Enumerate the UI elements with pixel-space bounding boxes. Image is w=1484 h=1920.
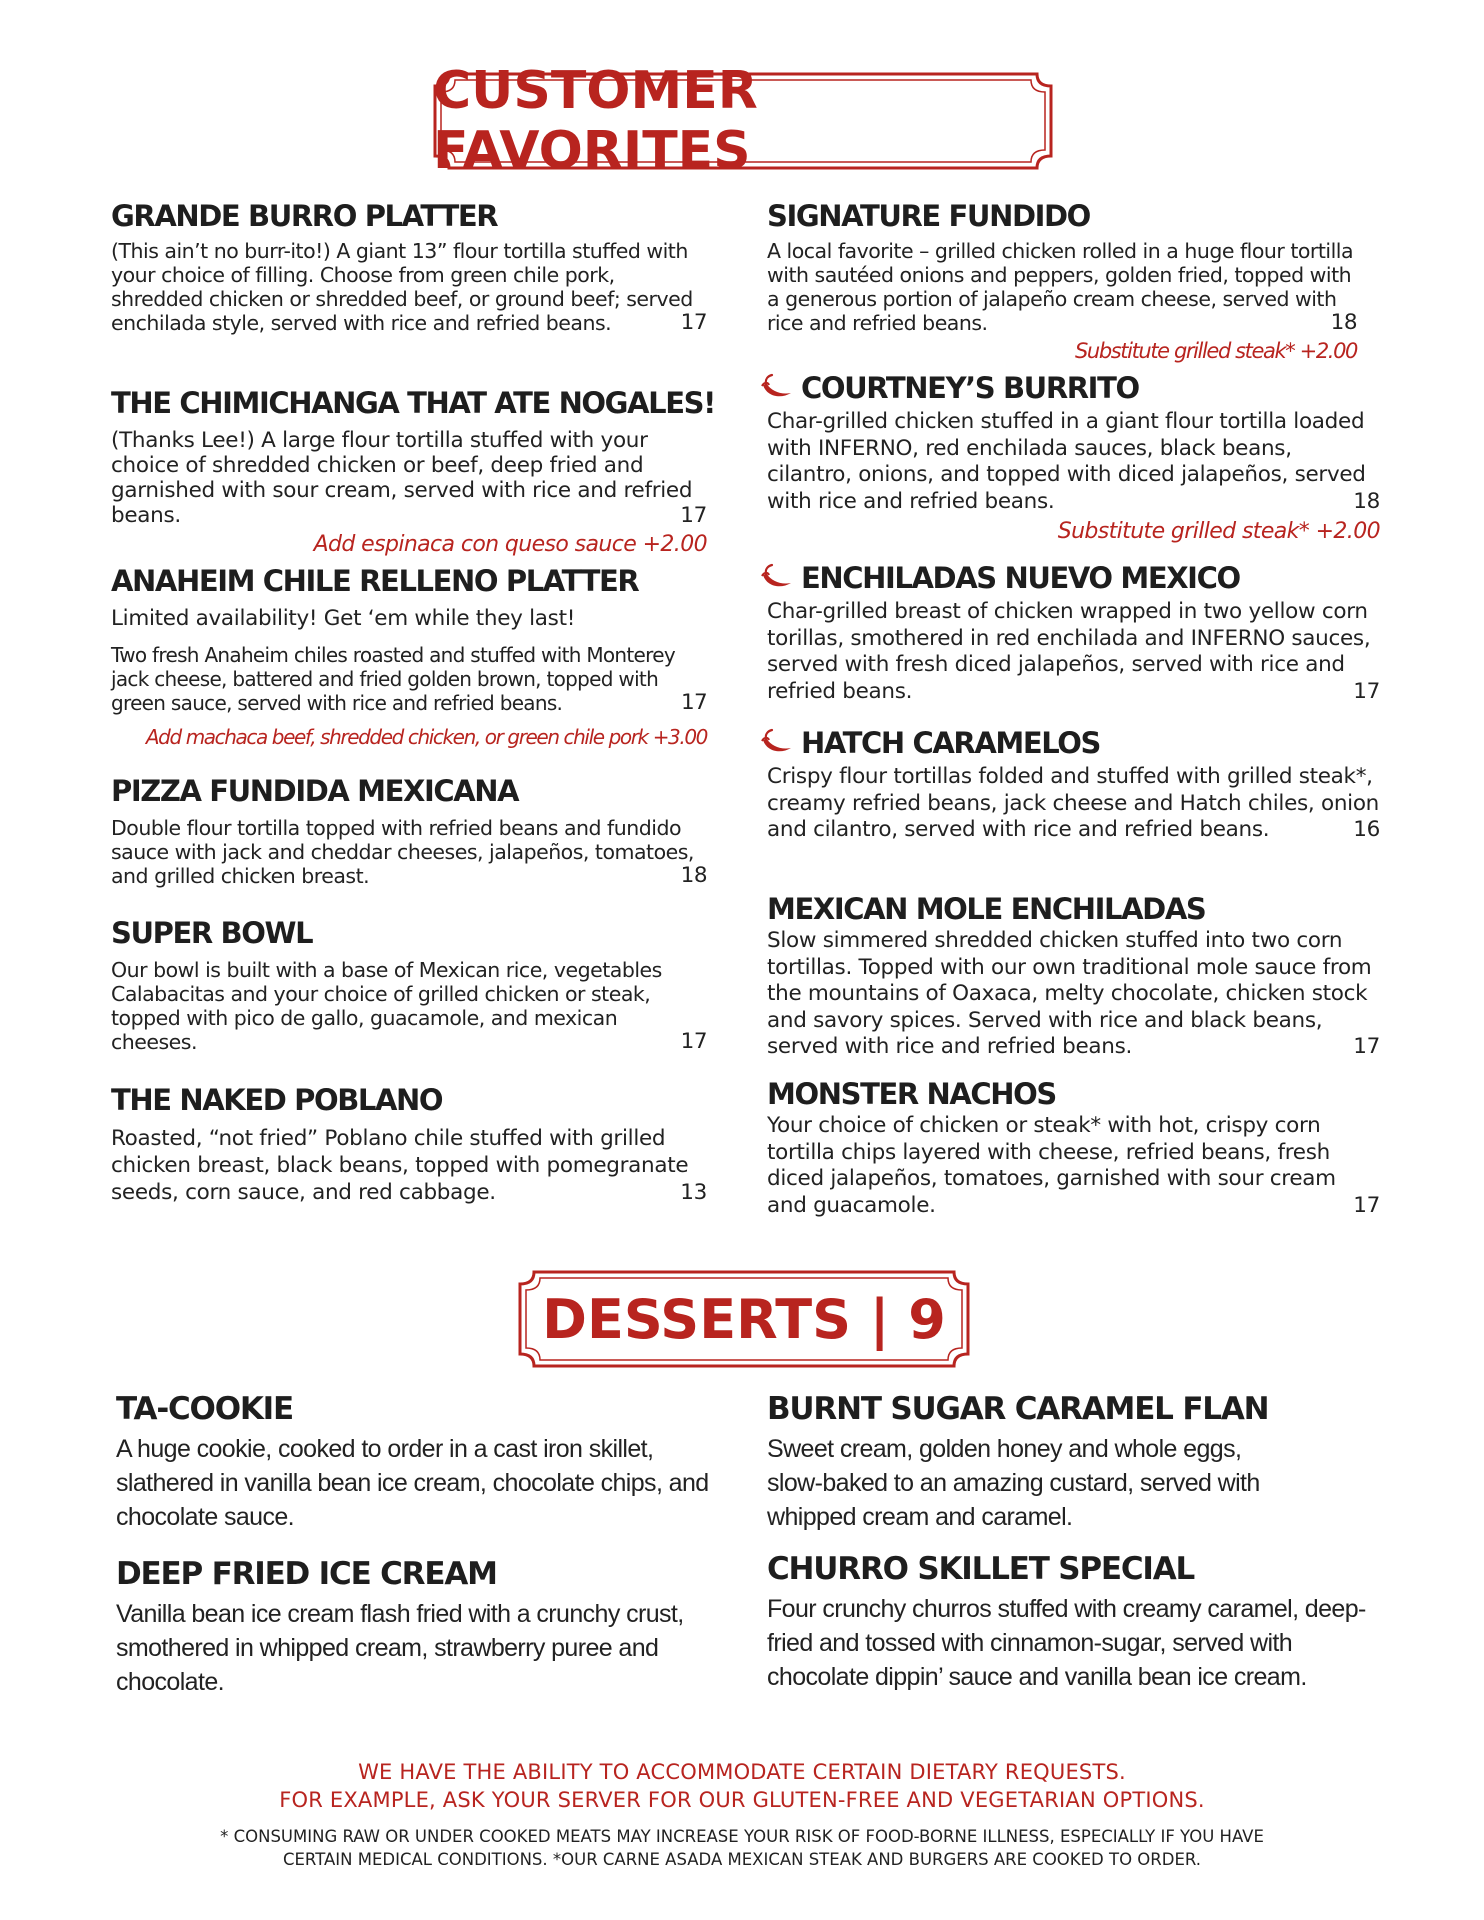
item-name: GRANDE BURRO PLATTER — [111, 199, 498, 233]
item-description: A huge cookie, cooked to order in a cast iron skillet, slathered in vanilla bean ice cream, chocolate chips, and chocolate sauce. — [116, 1435, 709, 1531]
chili-pepper-icon — [757, 728, 795, 758]
item-description: Char-grilled chicken stuffed in a giant flour tortilla loaded with INFERNO, red enchilada sauces, black beans, cilantro, onions, and topped with diced jalapeños, served with rice and refried beans. 18 — [767, 409, 1380, 514]
item-name: BURNT SUGAR CARAMEL FLAN — [767, 1391, 1269, 1427]
menu-item — [767, 371, 1380, 544]
menu-item — [111, 386, 715, 557]
item-price: 16 — [1347, 817, 1380, 844]
item-name: ENCHILADAS NUEVO MEXICO — [767, 561, 1380, 595]
dessert-item — [767, 1552, 1387, 1694]
item-addon: Substitute grilled steak* +2.00 — [1057, 519, 1380, 544]
item-price: 17 — [675, 1030, 707, 1054]
chili-pepper-icon — [757, 563, 795, 593]
menu-item — [767, 561, 1380, 705]
menu-item — [111, 774, 707, 888]
item-price: 13 — [674, 1179, 707, 1206]
item-name: SUPER BOWL — [111, 916, 313, 950]
item-price: 18 — [675, 864, 707, 888]
item-description: Our bowl is built with a base of Mexican rice, vegetables Calabacitas and your choice of grilled chicken or steak, topped with pico de gallo, guacamole, and mexican cheeses. 17 — [111, 958, 707, 1054]
dessert-item — [767, 1392, 1387, 1534]
item-price: 17 — [675, 691, 707, 715]
desserts-right-column — [767, 1392, 1387, 1712]
item-description: (This ain’t no burr-ito!) A giant 13” flour tortilla stuffed with your choice of filling. Choose from green chile pork, shredded chicken or shredded beef, or ground beef; served enchilada style, served with rice and refried beans. 17 — [111, 239, 707, 335]
item-description: Two fresh Anaheim chiles roasted and stuffed with Monterey jack cheese, battered and fried golden brown, topped with green sauce, served with rice and refried beans. 17 — [111, 643, 707, 715]
favorites-left-column — [111, 199, 715, 1209]
section-title: CUSTOMER FAVORITES — [433, 61, 758, 181]
item-addon: Add espinaca con queso sauce +2.00 — [313, 532, 707, 557]
item-price: 17 — [674, 503, 707, 528]
menu-item — [767, 1077, 1380, 1219]
menu-item — [767, 726, 1380, 844]
customer-favorites-banner — [433, 61, 1053, 181]
item-name: HATCH CARAMELOS — [767, 726, 1380, 760]
menu-item — [111, 199, 707, 335]
item-price: 18 — [1347, 489, 1380, 516]
item-price: 17 — [1347, 1034, 1380, 1061]
item-description: Four crunchy churros stuffed with creamy caramel, deep-fried and tossed with cinnamon-sugar, served with chocolate dippin’ sauce and vanilla bean ice cream. — [767, 1595, 1366, 1691]
favorites-right-column — [767, 199, 1380, 1218]
item-description: Sweet cream, golden honey and whole eggs, slow-baked to an amazing custard, served with whipped cream and caramel. — [767, 1435, 1260, 1531]
menu-item — [767, 892, 1380, 1061]
dietary-notice-line-2: FOR EXAMPLE, ASK YOUR SERVER FOR OUR GLUTEN-FREE AND VEGETARIAN OPTIONS. — [279, 1788, 1205, 1812]
desserts-left-column — [116, 1392, 716, 1712]
item-price: 18 — [1325, 311, 1357, 335]
consumer-warning-line-2: CERTAIN MEDICAL CONDITIONS. *OUR CARNE ASADA MEXICAN STEAK AND BURGERS ARE COOKED TO ORDER. — [282, 1850, 1202, 1869]
desserts-banner — [518, 1270, 970, 1368]
item-name: CHURRO SKILLET SPECIAL — [767, 1551, 1195, 1587]
item-name: MONSTER NACHOS — [767, 1077, 1056, 1111]
dessert-item — [116, 1392, 716, 1534]
item-description: Vanilla bean ice cream flash fried with a crunchy crust, smothered in whipped cream, strawberry puree and chocolate. — [116, 1600, 684, 1696]
item-description: (Thanks Lee!) A large flour tortilla stuffed with your choice of shredded chicken or beef, deep fried and garnished with sour cream, served with rice and refried beans. 17 — [111, 428, 707, 528]
item-description: Slow simmered shredded chicken stuffed into two corn tortillas. Topped with our own traditional mole sauce from the mountains of Oaxaca, melty chocolate, chicken stock and savory spices. Served with rice and black beans, served with rice and refried beans. 17 — [767, 928, 1380, 1059]
item-name: THE CHIMICHANGA THAT ATE NOGALES! — [111, 386, 715, 420]
item-name: DEEP FRIED ICE CREAM — [116, 1556, 497, 1592]
item-name: SIGNATURE FUNDIDO — [767, 199, 1090, 233]
menu-item — [111, 1083, 707, 1206]
item-name: THE NAKED POBLANO — [111, 1083, 443, 1117]
menu-item — [111, 564, 707, 749]
menu-item — [767, 199, 1357, 363]
consumer-warning-line-1: * CONSUMING RAW OR UNDER COOKED MEATS MAY INCREASE YOUR RISK OF FOOD-BORNE ILLNESS, ESPECIALLY IF YOU HAVE — [220, 1827, 1264, 1846]
item-description: Crispy flour tortillas folded and stuffed with grilled steak*, creamy refried beans, jack cheese and Hatch chiles, onion and cilantro, served with rice and refried beans. 16 — [767, 764, 1380, 842]
item-addon: Substitute grilled steak* +2.00 — [1075, 339, 1357, 363]
item-description: A local favorite – grilled chicken rolled in a huge flour tortilla with sautéed onions and peppers, golden fried, topped with a generous portion of jalapeño cream cheese, served with rice and refried beans. 18 — [767, 239, 1357, 335]
item-description: Roasted, “not fried” Poblano chile stuffed with grilled chicken breast, black beans, topped with pomegranate seeds, corn sauce, and red cabbage. 13 — [111, 1126, 707, 1205]
section-title: DESSERTS | 9 — [542, 1287, 946, 1351]
item-name: ANAHEIM CHILE RELLENO PLATTER — [111, 564, 639, 598]
item-name: COURTNEY’S BURRITO — [767, 371, 1380, 405]
dietary-notice-line-1: WE HAVE THE ABILITY TO ACCOMMODATE CERTAIN DIETARY REQUESTS. — [358, 1760, 1126, 1784]
dessert-item — [116, 1557, 716, 1699]
item-description: Char-grilled breast of chicken wrapped in two yellow corn torillas, smothered in red enchilada and INFERNO sauces, served with fresh diced jalapeños, served with rice and refried beans. 17 — [767, 599, 1380, 704]
chili-pepper-icon — [757, 373, 795, 403]
item-description: Double flour tortilla topped with refried beans and fundido sauce with jack and cheddar cheeses, jalapeños, tomatoes, and grilled chicken breast. 18 — [111, 816, 707, 888]
item-note: Limited availability! Get ‘em while they last! — [111, 606, 576, 631]
item-description: Your choice of chicken or steak* with hot, crispy corn tortilla chips layered with cheese, refried beans, fresh diced jalapeños, tomatoes, garnished with sour cream and guacamole. 17 — [767, 1113, 1380, 1218]
item-price: 17 — [675, 311, 707, 335]
item-price: 17 — [1347, 1193, 1380, 1220]
item-name: MEXICAN MOLE ENCHILADAS — [767, 892, 1206, 926]
item-price: 17 — [1347, 679, 1380, 706]
item-name: TA-COOKIE — [116, 1391, 293, 1427]
item-name: PIZZA FUNDIDA MEXICANA — [111, 774, 519, 808]
menu-item — [111, 916, 707, 1054]
item-addon: Add machaca beef, shredded chicken, or green chile pork +3.00 — [145, 725, 707, 749]
